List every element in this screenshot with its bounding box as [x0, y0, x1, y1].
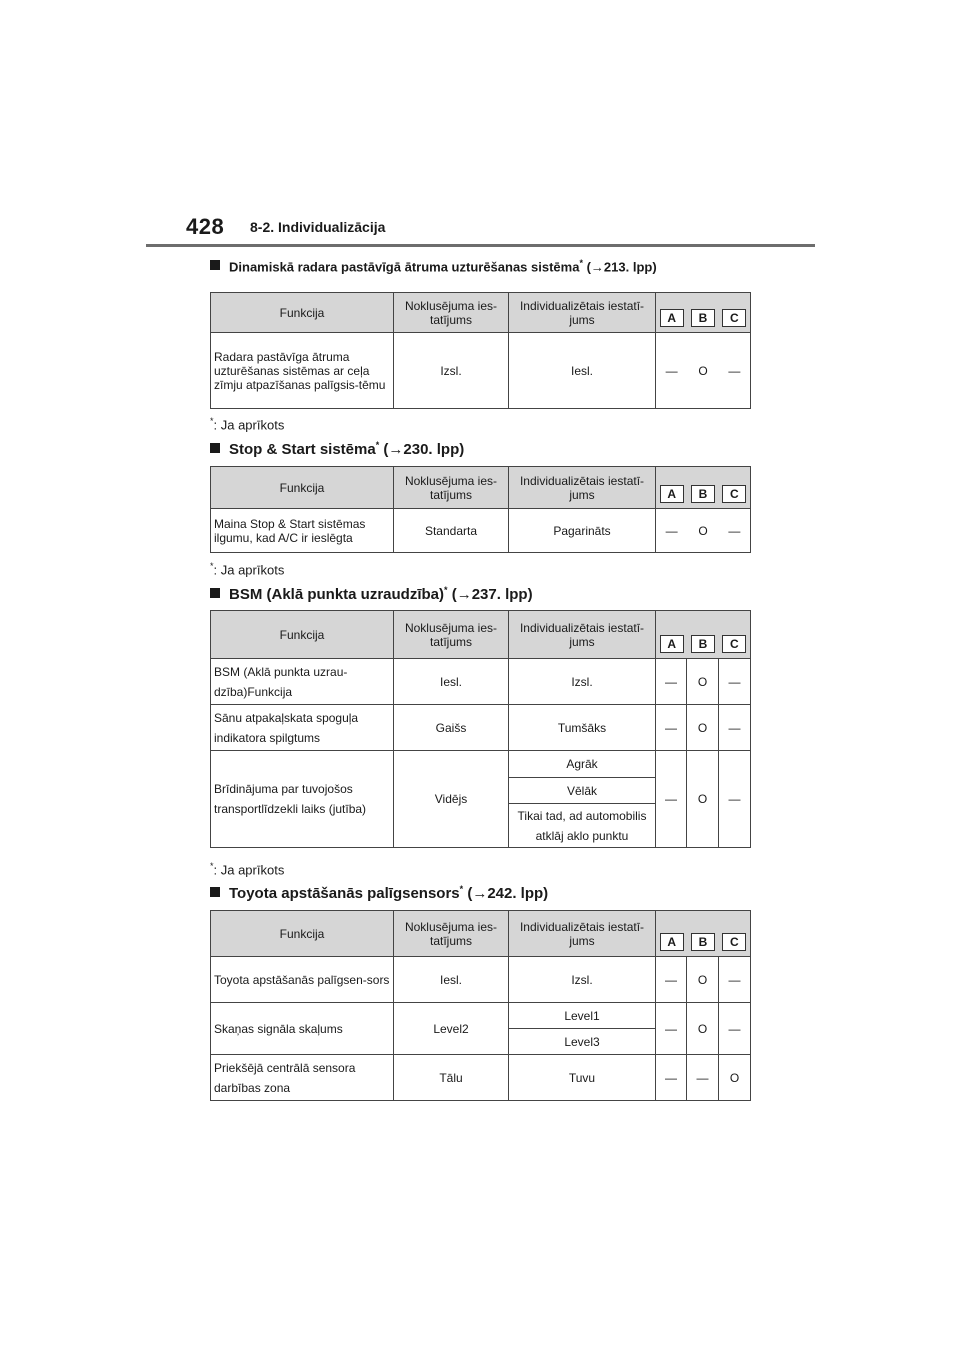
spec-table: [210, 292, 751, 409]
method-b-mark: O: [687, 705, 719, 751]
default-cell: Gaišs: [394, 705, 509, 751]
custom-option-cell: Tikai tad, ad automobilis atklāj aklo punktu: [509, 804, 656, 848]
table-row: [211, 957, 751, 1003]
method-a-mark: —: [665, 523, 678, 538]
method-b-icon: B: [691, 309, 715, 327]
col-header-custom: Individualizētais iestatī-jums: [509, 467, 656, 509]
method-c-mark: —: [728, 523, 741, 538]
method-b-mark: O: [687, 957, 719, 1003]
method-c-mark: —: [728, 363, 741, 378]
footnote-marker: *: [459, 884, 464, 894]
method-c-mark: —: [719, 957, 751, 1003]
function-cell: Maina Stop & Start sistēmas ilgumu, kad A/C ir ieslēgta: [211, 509, 394, 553]
table-header-row: [211, 467, 751, 509]
method-a-icon: A: [660, 485, 684, 503]
square-bullet-icon: [210, 887, 220, 897]
custom-cell: Tumšāks: [509, 705, 656, 751]
custom-cell: Pagarināts: [509, 509, 656, 553]
page-reference[interactable]: (→213. lpp): [586, 259, 657, 275]
section-title: BSM (Aklā punkta uzraudzība): [229, 586, 445, 603]
method-c-icon: C: [722, 635, 746, 653]
table-row: [211, 1055, 751, 1101]
footnote: [210, 861, 284, 877]
default-cell: Level2: [394, 1003, 509, 1055]
page-reference[interactable]: (→230. lpp): [383, 441, 465, 458]
table-header-row: [211, 293, 751, 333]
function-cell: Skaņas signāla skaļums: [211, 1003, 394, 1055]
custom-cell: Izsl.: [509, 957, 656, 1003]
method-c-icon: C: [722, 485, 746, 503]
custom-option-cell: Vēlāk: [509, 778, 656, 804]
col-header-abc: [656, 611, 751, 659]
custom-option-cell: Level1: [509, 1003, 656, 1029]
abc-cell: [656, 333, 751, 409]
method-a-mark: —: [656, 659, 687, 705]
col-header-function: Funkcija: [211, 611, 394, 659]
footnote-star: *: [210, 561, 214, 571]
method-c-mark: O: [719, 1055, 751, 1101]
col-header-default: Noklusējuma ies-tatījums: [394, 293, 509, 333]
col-header-function: Funkcija: [211, 911, 394, 957]
method-c-mark: —: [719, 751, 751, 848]
function-cell: BSM (Aklā punkta uzrau-dzība)Funkcija: [211, 659, 394, 705]
spec-table: [210, 466, 751, 553]
method-b-mark: O: [687, 751, 719, 848]
default-cell: Izsl.: [394, 333, 509, 409]
method-a-icon: A: [660, 309, 684, 327]
default-cell: Iesl.: [394, 957, 509, 1003]
method-b-mark: O: [698, 363, 708, 378]
method-c-icon: C: [722, 309, 746, 327]
default-cell: Standarta: [394, 509, 509, 553]
col-header-function: Funkcija: [211, 293, 394, 333]
method-b-mark: O: [687, 659, 719, 705]
default-cell: Vidējs: [394, 751, 509, 848]
section-heading: [210, 884, 548, 902]
col-header-abc: [656, 911, 751, 957]
square-bullet-icon: [210, 588, 220, 598]
custom-option-cell: Agrāk: [509, 751, 656, 778]
section-heading: [210, 258, 657, 274]
method-a-icon: A: [660, 933, 684, 951]
function-cell: Toyota apstāšanās palīgsen-sors: [211, 957, 394, 1003]
default-cell: Iesl.: [394, 659, 509, 705]
method-b-mark: —: [687, 1055, 719, 1101]
square-bullet-icon: [210, 260, 220, 270]
custom-cell: Iesl.: [509, 333, 656, 409]
abc-cell: [656, 509, 751, 553]
footnote-marker: *: [444, 585, 448, 595]
col-header-abc: [656, 293, 751, 333]
table-row: [211, 1003, 751, 1029]
col-header-default: Noklusējuma ies-tatījums: [394, 911, 509, 957]
function-cell: Brīdinājuma par tuvojošos transportlīdzekli laiks (jutība): [211, 751, 394, 848]
table-header-row: [211, 611, 751, 659]
function-cell: Sānu atpakaļskata spoguļa indikatora spilgtums: [211, 705, 394, 751]
method-b-mark: O: [687, 1003, 719, 1055]
square-bullet-icon: [210, 443, 220, 453]
footnote-marker: *: [375, 440, 380, 450]
method-a-mark: —: [665, 363, 678, 378]
section-heading: [210, 440, 464, 458]
footnote: [210, 416, 284, 432]
footnote-text: : Ja aprīkots: [213, 862, 285, 878]
method-b-icon: B: [691, 933, 715, 951]
custom-cell: Izsl.: [509, 659, 656, 705]
footnote-marker: *: [579, 258, 583, 268]
col-header-abc: [656, 467, 751, 509]
method-b-icon: B: [691, 635, 715, 653]
table-row: [211, 509, 751, 553]
footnote-star: *: [210, 416, 214, 426]
method-c-mark: —: [719, 705, 751, 751]
method-c-icon: C: [722, 933, 746, 951]
footnote: [210, 561, 284, 577]
method-a-mark: —: [656, 705, 687, 751]
method-c-mark: —: [719, 659, 751, 705]
col-header-custom: Individualizētais iestatī-jums: [509, 911, 656, 957]
page-reference[interactable]: (→237. lpp): [451, 586, 533, 603]
custom-option-cell: Level3: [509, 1029, 656, 1055]
function-cell: Priekšējā centrālā sensora darbības zona: [211, 1055, 394, 1101]
col-header-default: Noklusējuma ies-tatījums: [394, 467, 509, 509]
footnote-star: *: [210, 861, 214, 871]
method-b-icon: B: [691, 485, 715, 503]
method-a-mark: —: [656, 957, 687, 1003]
footnote-text: : Ja aprīkots: [213, 562, 285, 578]
section-title: Stop & Start sistēma: [229, 441, 376, 458]
section-title: Dinamiskā radara pastāvīgā ātruma uzturēšanas sistēma: [229, 259, 580, 275]
section-heading: [210, 585, 533, 603]
section-title: Toyota apstāšanās palīgsensors: [229, 885, 460, 902]
method-a-mark: —: [656, 1003, 687, 1055]
table-row: [211, 659, 751, 705]
col-header-default: Noklusējuma ies-tatījums: [394, 611, 509, 659]
method-a-icon: A: [660, 635, 684, 653]
method-a-mark: —: [656, 751, 687, 848]
col-header-custom: Individualizētais iestatī-jums: [509, 611, 656, 659]
spec-table: [210, 910, 751, 1101]
col-header-custom: Individualizētais iestatī-jums: [509, 293, 656, 333]
table-row: [211, 705, 751, 751]
function-cell: Radara pastāvīga ātruma uzturēšanas sistēmas ar ceļa zīmju atpazīšanas palīgsis-tēmu: [211, 333, 394, 409]
footnote-text: : Ja aprīkots: [213, 417, 285, 433]
page-reference[interactable]: (→242. lpp): [467, 885, 549, 902]
header-divider: [146, 244, 815, 247]
table-header-row: [211, 911, 751, 957]
default-cell: Tālu: [394, 1055, 509, 1101]
col-header-function: Funkcija: [211, 467, 394, 509]
table-row: [211, 333, 751, 409]
table-row: [211, 751, 751, 778]
method-c-mark: —: [719, 1003, 751, 1055]
page-number: 428: [186, 214, 225, 239]
spec-table: [210, 610, 751, 848]
method-a-mark: —: [656, 1055, 687, 1101]
method-b-mark: O: [698, 523, 708, 538]
chapter-title: 8-2. Individualizācija: [250, 219, 386, 235]
custom-cell: Tuvu: [509, 1055, 656, 1101]
